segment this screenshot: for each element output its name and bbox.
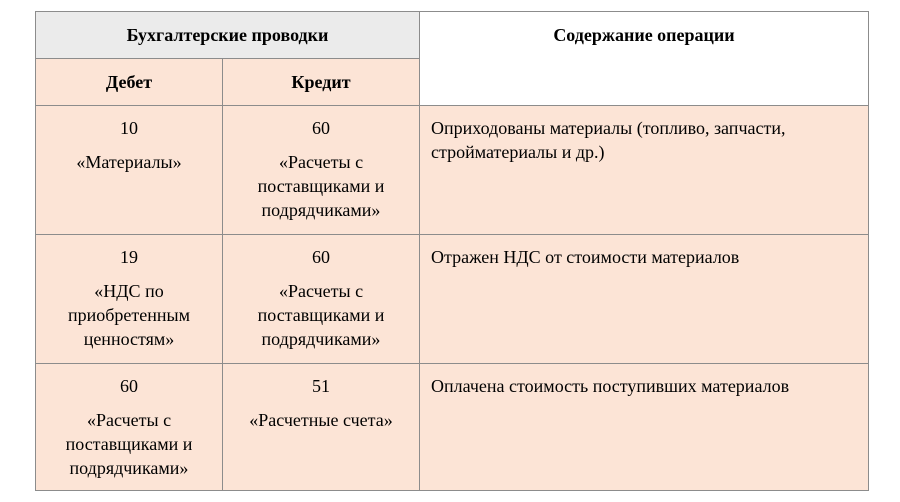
credit-account-name: «Расчеты с поставщиками и подрядчиками» (257, 152, 385, 220)
table-row (36, 235, 869, 364)
credit-cell (223, 106, 420, 235)
credit-header: Кредит (223, 59, 420, 106)
credit-account: 51 (312, 376, 330, 396)
credit-cell (223, 235, 420, 364)
operation-description: Оплачена стоимость поступивших материалов (431, 376, 790, 396)
credit-account: 60 (312, 247, 330, 267)
content-header: Содержание операции (553, 25, 735, 45)
debit-cell (36, 364, 223, 491)
debit-cell (36, 235, 223, 364)
credit-account-name: «Расчеты с поставщиками и подрядчиками» (257, 281, 385, 349)
debit-account-name: «НДС по приобретенным ценностям» (67, 281, 191, 349)
content-header-cell (420, 12, 869, 106)
debit-account: 19 (120, 247, 138, 267)
debit-account: 60 (120, 376, 138, 396)
table-row (36, 106, 869, 235)
operation-description: Оприходованы материалы (топливо, запчасти, стройматериалы и др.) (431, 118, 786, 162)
debit-account-name: «Расчеты с поставщиками и подрядчиками» (65, 410, 193, 478)
postings-header: Бухгалтерские проводки (36, 12, 420, 59)
debit-cell (36, 106, 223, 235)
description-cell (420, 235, 869, 364)
description-cell (420, 364, 869, 491)
description-cell (420, 106, 869, 235)
debit-account: 10 (120, 118, 138, 138)
credit-account-name: «Расчетные счета» (249, 410, 393, 430)
header-row (36, 12, 869, 59)
accounting-entries-table (35, 11, 869, 491)
debit-header: Дебет (36, 59, 223, 106)
table-row (36, 364, 869, 491)
debit-account-name: «Материалы» (76, 152, 182, 172)
operation-description: Отражен НДС от стоимости материалов (431, 247, 740, 267)
credit-account: 60 (312, 118, 330, 138)
credit-cell (223, 364, 420, 491)
